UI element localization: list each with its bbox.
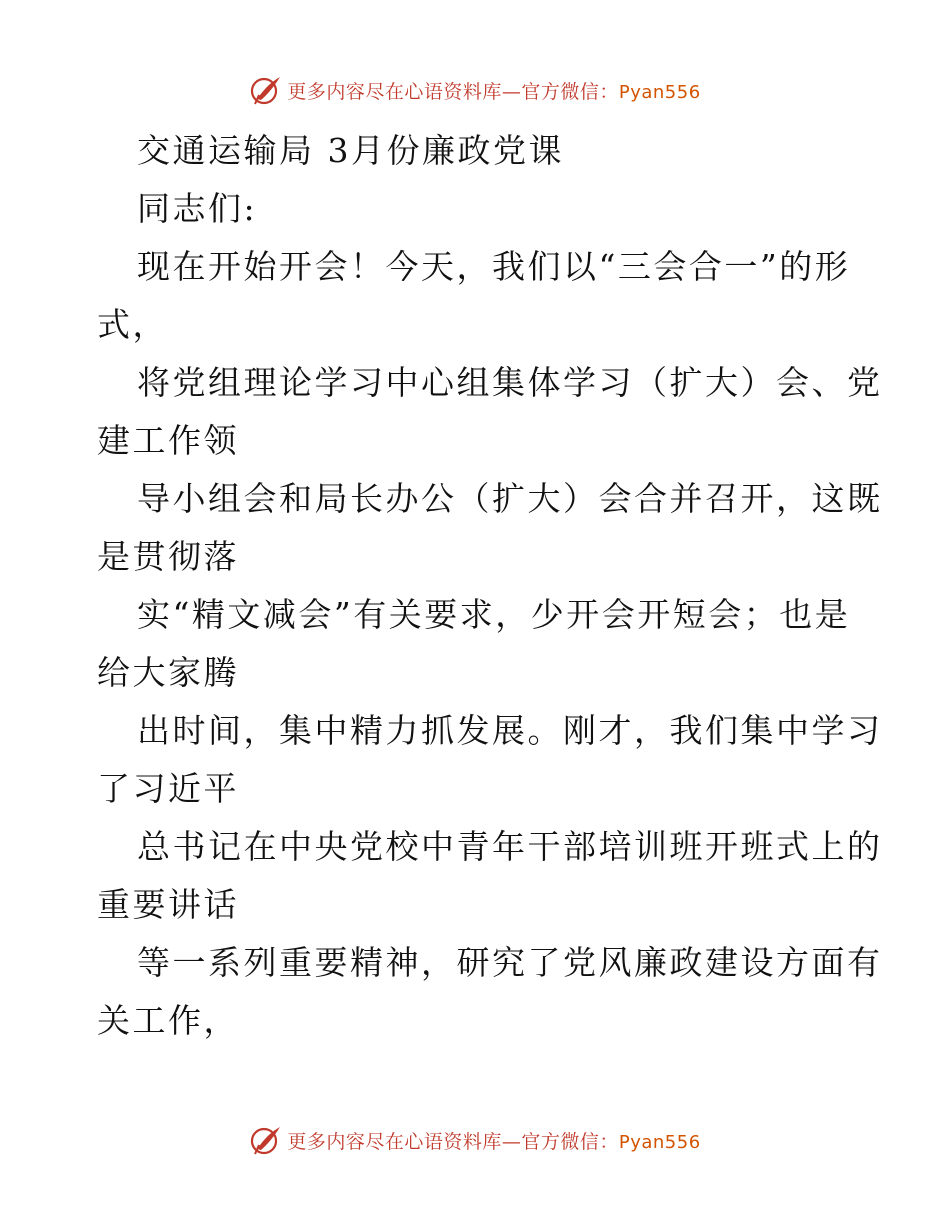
document-line: 建工作领 xyxy=(97,421,239,460)
header-watermark xyxy=(0,70,950,110)
watermark-separator: — xyxy=(501,80,522,103)
watermark-text xyxy=(287,1127,700,1154)
document-line: 实“精文减会”有关要求，少开会开短会；也是 xyxy=(137,595,851,634)
document-line: 将党组理论学习中心组集体学习（扩大）会、党 xyxy=(137,363,883,402)
footer-watermark xyxy=(0,1120,950,1160)
document-line: 关工作， xyxy=(97,1001,239,1040)
watermark-wechat-handle: Pyan556 xyxy=(618,1131,701,1153)
document-paragraphs xyxy=(97,180,883,1050)
document-line: 给大家腾 xyxy=(97,653,239,692)
watermark-text xyxy=(287,77,700,104)
document-line: 式， xyxy=(97,305,168,344)
document-line: 是贯彻落 xyxy=(97,537,239,576)
watermark-brand: 更多内容尽在心语资料库 xyxy=(287,80,502,103)
quill-logo-icon xyxy=(249,73,283,107)
document-line: 出时间，集中精力抓发展。刚才，我们集中学习 xyxy=(137,711,883,750)
quill-logo-icon xyxy=(249,1123,283,1157)
watermark-separator: — xyxy=(501,1130,522,1153)
document-line: 了习近平 xyxy=(97,769,239,808)
document-line: 同志们: xyxy=(137,189,258,228)
document-line: 导小组会和局长办公（扩大）会合并召开，这既 xyxy=(137,479,883,518)
document-line: 等一系列重要精神，研究了党风廉政建设方面有 xyxy=(137,943,883,982)
watermark-wechat-label: 官方微信： xyxy=(521,1130,619,1153)
document-line: 重要讲话 xyxy=(97,885,239,924)
watermark-wechat-handle: Pyan556 xyxy=(618,81,701,103)
watermark-brand: 更多内容尽在心语资料库 xyxy=(287,1130,502,1153)
document-line: 总书记在中央党校中青年干部培训班开班式上的 xyxy=(137,827,883,866)
document-body xyxy=(97,122,883,1050)
document-line: 现在开始开会！今天，我们以“三会合一”的形 xyxy=(137,247,851,286)
watermark-wechat-label: 官方微信： xyxy=(521,80,619,103)
document-title: 交通运输局 3月份廉政党课 xyxy=(137,131,564,170)
